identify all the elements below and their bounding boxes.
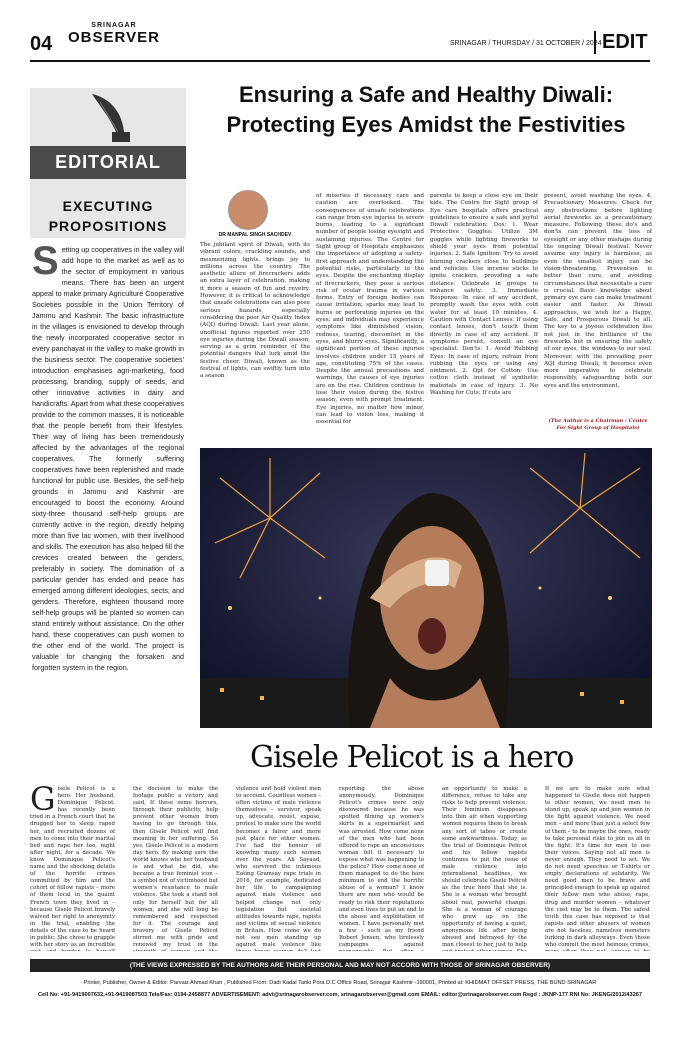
article-headline: Ensuring a Safe and Healthy Diwali: Protecting Eyes Amidst the Festivities: [226, 82, 626, 137]
lower-headline: Gisele Pelicot is a hero: [250, 740, 574, 775]
masthead-city: SRINAGAR: [91, 22, 137, 29]
editorial-label: EDITORIAL: [30, 146, 186, 179]
article-column-4: present, avoid washing the eyes. 4. Precautionary Measures: Check for any obstructions before lighting aerial fireworks as a precautionary measure. Following these do's and don'ts can prevent the loss of eyesight or any other mishaps during the ongoing Diwali festival. Never assume any injury is harmless, as even the smallest injury can be vision-threatening. Prevention is better than cure, and avoiding circumstances that necessitate a cure is crucial. Basic knowledge about primary eye care can make treatment easier and faster. As Diwali approaches, we wish for a Happy, Safe, and Prosperous Diwali to all. The key to a joyous celebration lies not just in the brilliance of the fireworks but in ensuring the safety of our eyes, the windows to our soul. Moreover, with the prevailing poor AQI during Diwali, it becomes even more imperative to celebrate responsibly, safeguarding both our eyes and the environment.: [544, 193, 652, 389]
editorial-headline: EXECUTING PROPOSITIONS: [48, 198, 168, 234]
author-photo: [228, 190, 268, 230]
author-name: DR MANPAL SINGH SACHDEV: [218, 232, 292, 238]
lower-column-1-text: isele Pelicot is a hero. Her husband, Dominique Pelicot, has recently been tried in a French court that he drugged her to sleep, raped her, and recruited dozens of men to come into their marital bed and rape her too, night after night, for a decade. We know Dominique Pelicot's name and the shocking details of the horrific crimes committed by him and the cohort of fellow rapists – more of them local in the quaint French town they lived in – because Gisele Pelicot bravely waived her right to anonymity in the trial, enabling the details of the case to be heard in public. She chose to grapple with her story as an incredible: [30, 786, 115, 949]
byline: [200, 190, 310, 238]
quill-pen-icon: [30, 88, 186, 148]
lower-column-4: reporting the abuse anonymously. Dominique Pelicot's crimes were only discovered because he was spotted filming up women's skirts in a supermarket and was arrested. How come none of the men who had been offered to rape an unconscious woman felt it necessary to expose what was happening to the police? How come none of them managed to do the bare minimum to end the horrific abuse of a woman? I know there are men who would be ready to risk their reputations and even lives to put an end to the abuse and exploitation of women. I have personally met a few – such as my friend Robert Jensen, who tirelessly campaigns against: [339, 786, 424, 949]
crying-woman-fireworks-image: [200, 448, 652, 728]
masthead-name: OBSERVER: [68, 29, 160, 46]
editorial-text: etting up cooperatives in the valley will add hope to the market as well as to the sector of employment in various means. There has been an urgent appeal to make primary Agriculture Cooperative Societies possible in the Union Territory of Jammu and Kashmir. The basic infrastructure in the villages is envisioned to develop through the newly incorporated cooperative sector in every panchayat in the valley to make growth in the business sector. The cooperative societies' introduction emphasises agri-marketing, food processing, branding, supply of seeds, and other innovative activities in dairy and handicrafts. Apart from what these cooperatives provide to the common masses, it is noticeable that the people benefit from their lifestyles. Their way of living has been tremendously affected by the advantages of the regional cooperatives. The formerly suffering cooperatives have been replenished and made functional for public use. Besides, the self-help grounds in Jammu and Kashmir are encouraged to boost the economy. Around sixty-three thousand self-help groups are currently active in the region, directly helping more than five lac women, with their livelihood and skills. The execution has also helped fill the crevices created between the genders, preferably in society. The domination of a particular gender has ended and peace has emerged among different ideologies, sects, and genders. Therefore, eighteen thousand more self-help groups will be planted so women can stand entirely without assistance. On the other hand, these cooperatives can push women to the other end of the world. The project is valuable for changing the forsaken and forgotten system in the region.: [32, 245, 184, 672]
lower-column-6: If we are to make sure what happened to Gisele does not happen to other women, we need men to stand up, speak up and join women in the fight against violence. We need men – and more than just a select few of them – to be maybe the ones, ready to take personal risks to join us all in the fight. It's time for men to use their voices. Saying not all men is never enough. They need to act. We do not need speeches or T-shirts or empty declarations of solidarity. We need good men to be brave and principled enough to speak up against their fellow men who abuse, rape, drug and murder women – whatever the cost may be to them. The safest truth this case has exposed is that rapists and other abusers of women are not faceless, nameless monsters lurking in dark alleyways. Even those who commit the most heinous crimes,: [545, 786, 650, 949]
editorial-body: [32, 244, 184, 720]
article-column-1: The jubilant spirit of Diwali, with its vibrant colors, crackling sounds, and mesmerizing lights, brings joy to millions across the country. The aesthetic allure of firecrackers adds an extra layer of celebration, making it more a season of fun and revelry. However, it is critical to acknowledge that unsafe celebrations can also pose serious hazards, especially considering the poor Air Quality Index (AQI) during Diwali. Last year alone, unofficial figures reported over 250 eye injuries during the Diwali season, serving as a grim reminder of the potential dangers that lurk amid the festive cheer. Diwali, known as the festival of lights, can swiftly turn into a season: [200, 242, 310, 380]
lower-column-5: an opportunity to make a difference, refuse to take any risks to help prevent violence. Their feminism disappears into thin air when supporting women requires them to break any sort of taboo or create some awkwardness. Today, as the trial of Dominique Pelicot and his fellow rapists continues to put the issue of male violence into international headlines, we should celebrate Gisele Pelicot as the true hero that she is. She is a woman who brought about real, powerful change. She is a woman of courage who grew up on the opportunity of having a quiet, anonymous life after being abused and betrayed by the man closest to her, just to help: [442, 786, 527, 949]
article-column-3: parents to keep a close eye on their kids. The Centre for Sight group of Eye care hospitals offers practical guidelines to ensure a safe and joyful Diwali celebration: Dos: 1. Wear Protective Goggles: Utilize 3M goggles while lighting fireworks to shield your eyes from potential injuries. 2. Safe Ignition: Try to avoid burning crackers close to buildings and vehicles. Use incense sticks to ignite crackers, providing a safe distance. Celebrate in groups to enhance safety. 3. Immediate Response: In case of any accident, promptly wash the eyes with cold water for at least 10 minutes. 4. Caution with Contact Lenses: If using contact lenses, don't touch them directly in case of any accident. If symptoms persist, consult an eye specialist. Don'ts: 1. Avoid Rubbing Eyes: In case of injury, refrain from rubbing the eyes or using any ointment. 2. Opt for Cotton: Use cotton cloth instead of synthetic materials in case of injury. 3. No Washing for Cuts: If cuts are: [430, 193, 538, 397]
imprint-line-1: Printer, Publisher, Owner & Editor: Parvaiz Ahmad Khan , Published From: Dadi Kadal Tanki Pora D.C Office Road, Srinagar Kashmir -190001, Printed at: KHIDMAT OFFSET PRESS, THE BUND SRINAGAR: [83, 980, 597, 986]
article-column-2: of miseries if necessary care and caution are overlooked. The consequences of unsafe celebrations can range from eye injuries to severe burns, leading to a significant number of people losing eyesight and sustaining injuries. The Centre for Sight group of Hospitals emphasizes the importance of adopting a safety-first approach and understanding the potential risks, particularly to the eyes. Despite the enchanting display of firecrackers, they pose a serious risk of ocular trauma in various forms. Entry of foreign bodies can cause irritation; sparks may lead to burns or perforating injuries on the eyes; and individuals may experience symptoms like diminished vision, redness, tearing, discomfort in the eyes, and blurry eyes. Significantly, a significant portion of these injuries involves children under 15 years of age, constituting 75% of the cases. Despite the annual precautions and warnings, the causes of eye injuries are on the rise. Children continue to lose their vision during the festive season, even with prompt treatment. Eye injuries, no matter how minor, can lead to vision loss, making it essential for: [316, 193, 424, 426]
article-illustration: [200, 448, 652, 728]
imprint-line-2: Cell No: +91-9419007632,+91-9419087503 Tele/Fax: 0194-2458877 ADVERTISEMENT: advt@srinagarobserver.com, srinagarobserver@gmail.com EMAIL: editor@srinagarobserver.com Regd : JKNP-177 RNI No: JKENG/2012/43267: [38, 992, 642, 998]
section-label: EDIT: [594, 31, 648, 54]
imprint: [30, 977, 650, 1001]
header-rule: [30, 60, 650, 62]
author-credit: (The Author is a Chairman - Centre For Sight Group of Hospitals): [548, 418, 648, 431]
editorial-dropcap: S: [32, 244, 59, 283]
dateline: SRINAGAR / THURSDAY / 31 OCTOBER / 2024: [450, 40, 602, 47]
masthead: [68, 22, 160, 46]
lower-column-3: violence and hold violent men to account. Countless women – often victims of male violence themselves – survivor, speak up, advocate, resist, expose, protest to make sure the world becomes a fairer and more just place for other women. I've had the honour of knowing many such women over the years. Ali Sayaad, who survived the infamous Eating Gramsay rape trials in 2016, for example, dedicated her life to campaigning against male violence and helped change not only legislation but societal attitudes towards rape, rapists and victims of sexual violence in Britain. How come we do not see men standing up against male violence like: [236, 786, 321, 949]
disclaimer-bar: (THE VIEWS EXPRESSED BY THE AUTHORS ARE THEIR PERSONAL AND MAY NOT ACCORD WITH THOSE OF SRINAGAR OBSERVER): [30, 959, 650, 972]
lower-dropcap: G: [30, 786, 56, 818]
page-number: 04: [30, 33, 53, 55]
lower-column-1: [30, 786, 115, 951]
lower-column-2: the decision to make the footage public a victory and said, If these some horrors, through their publicity, help prevent other women from having to go through this, then Gisele Pelicot will find meaning in her suffering. So yes, Gisele Pelicot is a modern day hero. By making sure the world knows who her husband is and what he did, she became a true feminist icon – a symbol not of victimhood but women's resistance to male violence. She took a stand not only for herself but for all women, and she will long be remembered and respected for it. The courage and bravery of Gisele Pelicot stirred me with pride and renewed my trust in the: [133, 786, 218, 949]
